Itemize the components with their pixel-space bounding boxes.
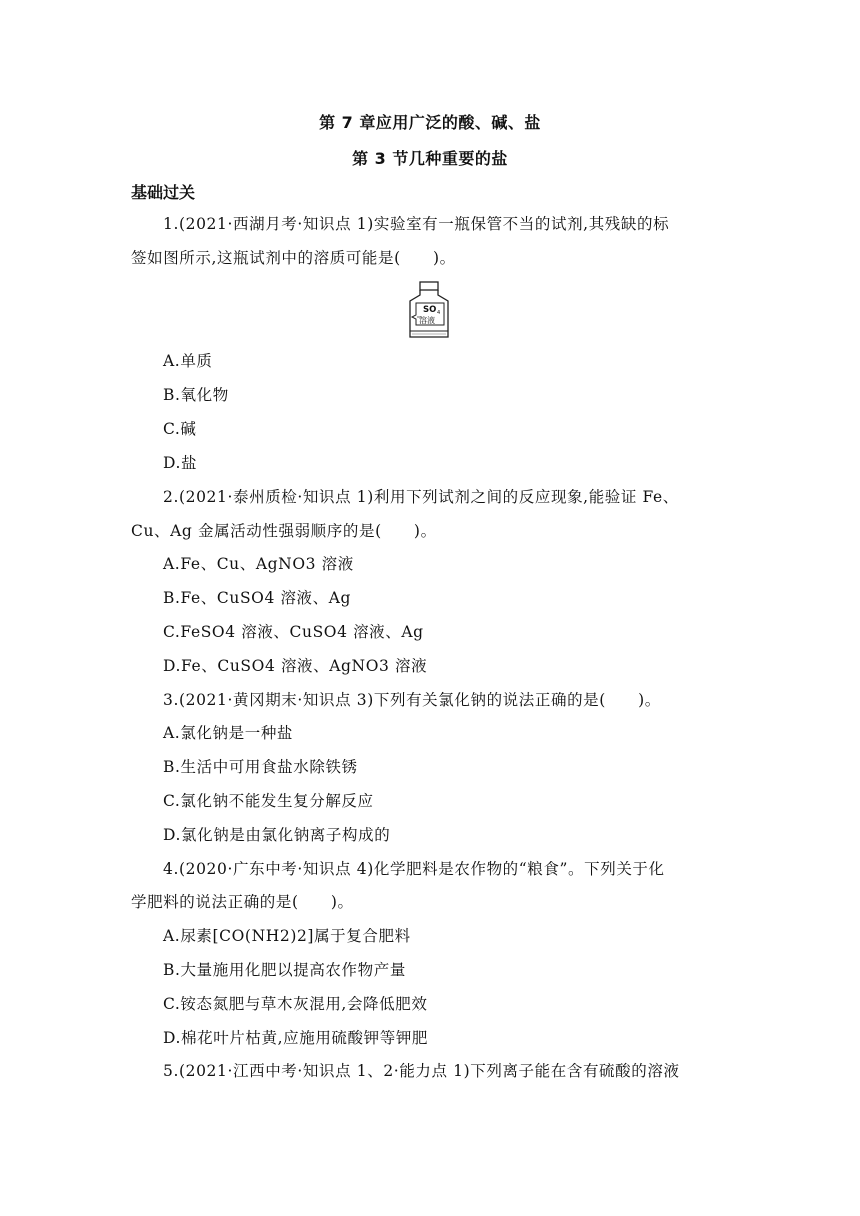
question-3-option-c: C.氯化钠不能发生复分解反应 <box>163 792 374 810</box>
question-4-line-2: 学肥料的说法正确的是( )。 <box>131 893 354 911</box>
section-heading: 基础过关 <box>131 183 196 202</box>
question-4-option-a: A.尿素[CO(NH2)2]属于复合肥料 <box>163 927 411 945</box>
question-2-option-d: D.Fe、CuSO4 溶液、AgNO3 溶液 <box>163 657 428 675</box>
reagent-bottle-figure <box>406 281 452 339</box>
question-2-option-b: B.Fe、CuSO4 溶液、Ag <box>163 589 352 607</box>
question-1-option-a: A.单质 <box>163 352 213 370</box>
question-3-option-d: D.氯化钠是由氯化钠离子构成的 <box>163 826 391 844</box>
question-1-option-c: C.碱 <box>163 420 197 438</box>
question-1-option-d: D.盐 <box>163 454 198 472</box>
bottle-label-solution: 溶液 <box>419 316 435 325</box>
question-2-line-2: Cu、Ag 金属活动性强弱顺序的是( )。 <box>131 522 437 540</box>
question-3-line-1: 3.(2021·黄冈期末·知识点 3)下列有关氯化钠的说法正确的是( )。 <box>163 691 661 709</box>
question-2-line-1: 2.(2021·泰州质检·知识点 1)利用下列试剂之间的反应现象,能验证 Fe、 <box>163 488 679 506</box>
bottle-label-formula: SO <box>423 305 437 315</box>
question-3-option-b: B.生活中可用食盐水除铁锈 <box>163 758 358 776</box>
question-1-line-1: 1.(2021·西湖月考·知识点 1)实验室有一瓶保管不当的试剂,其残缺的标 <box>163 215 670 233</box>
chapter-title: 第 7 章应用广泛的酸、碱、盐 <box>319 113 541 132</box>
question-4-option-d: D.棉花叶片枯黄,应施用硫酸钾等钾肥 <box>163 1029 429 1047</box>
question-3-option-a: A.氯化钠是一种盐 <box>163 724 294 742</box>
question-4-line-1: 4.(2020·广东中考·知识点 4)化学肥料是农作物的“粮食”。下列关于化 <box>163 860 665 878</box>
bottle-label-subscript: 4 <box>437 310 441 316</box>
question-1-line-2: 签如图所示,这瓶试剂中的溶质可能是( )。 <box>131 249 456 267</box>
question-4-option-c: C.铵态氮肥与草木灰混用,会降低肥效 <box>163 995 428 1013</box>
question-2-option-c: C.FeSO4 溶液、CuSO4 溶液、Ag <box>163 623 424 641</box>
question-1-option-b: B.氧化物 <box>163 386 229 404</box>
question-2-option-a: A.Fe、Cu、AgNO3 溶液 <box>163 555 354 573</box>
section-title: 第 3 节几种重要的盐 <box>352 149 508 168</box>
question-4-option-b: B.大量施用化肥以提高农作物产量 <box>163 961 406 979</box>
question-5-line-1: 5.(2021·江西中考·知识点 1、2·能力点 1)下列离子能在含有硫酸的溶液 <box>163 1062 680 1080</box>
